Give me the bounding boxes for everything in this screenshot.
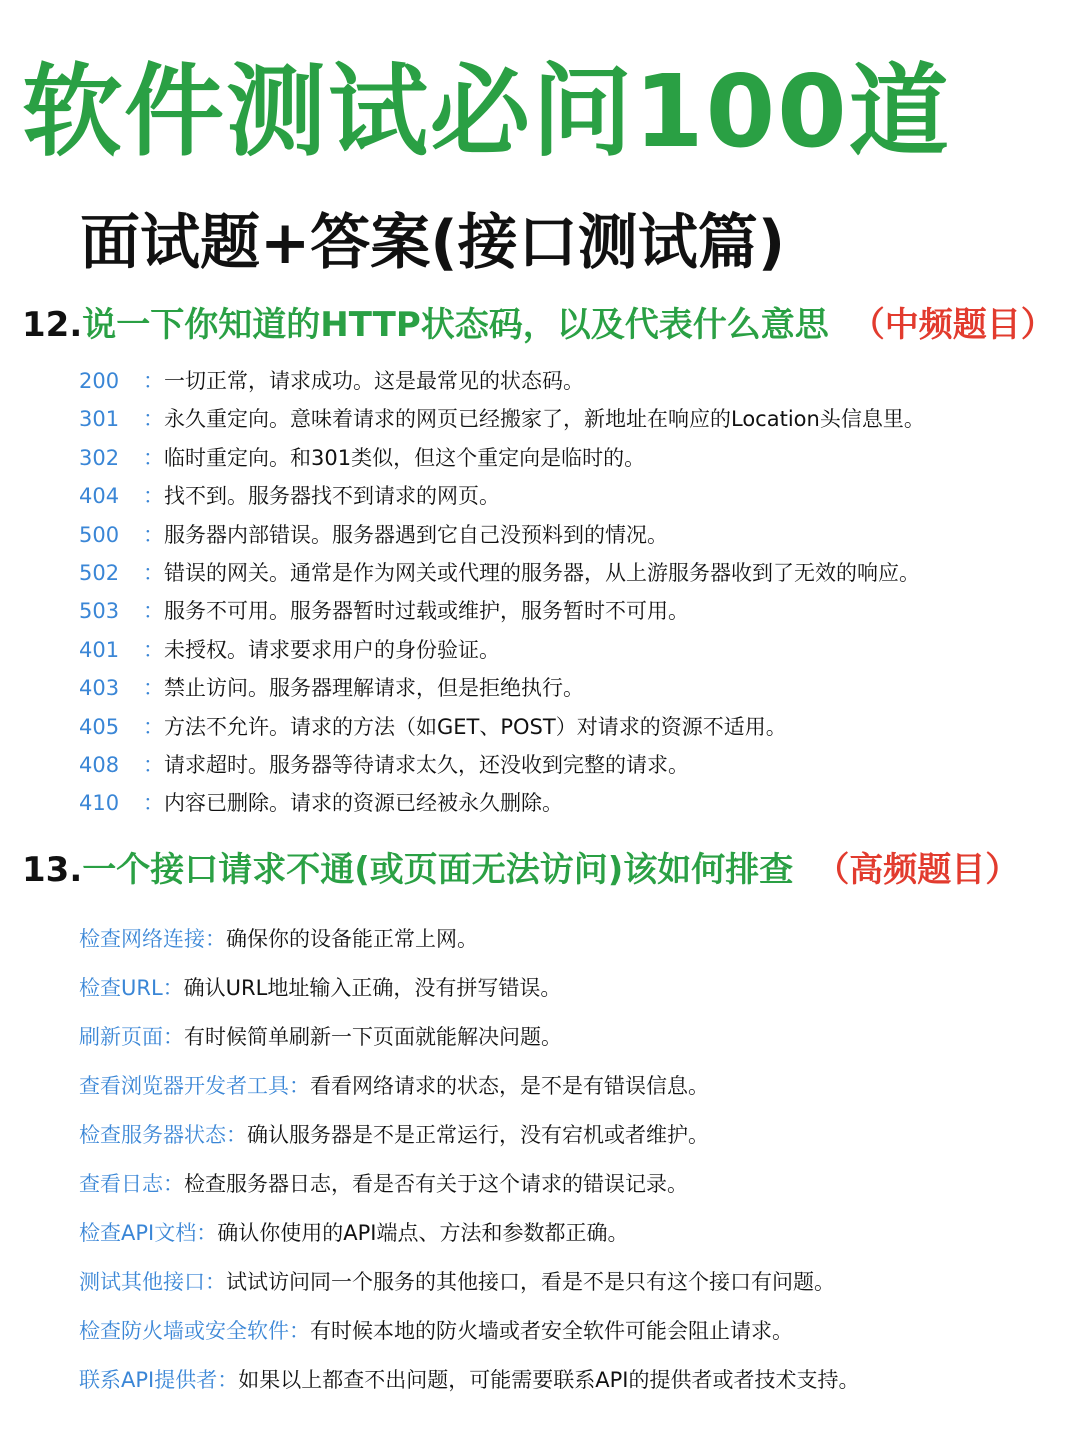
- list-item: [79, 915, 1069, 964]
- separator: ：: [143, 752, 164, 777]
- page-subtitle: 面试题+答案(接口测试篇): [80, 208, 786, 278]
- status-description: 未授权。请求要求用户的身份验证。: [164, 637, 500, 662]
- list-item: [79, 1013, 1069, 1062]
- separator: ：: [143, 791, 164, 816]
- step-description: 确认URL地址输入正确，没有拼写错误。: [183, 976, 562, 1000]
- status-description: 一切正常，请求成功。这是最常见的状态码。: [164, 369, 584, 393]
- frequency-badge: （中频题目）: [850, 305, 1055, 345]
- list-item: [79, 439, 1069, 477]
- step-description: 如果以上都查不出问题，可能需要联系API的提供者或者技术支持。: [238, 1368, 860, 1392]
- status-code: 302: [79, 445, 120, 470]
- separator: ：: [143, 637, 164, 662]
- separator: ：: [143, 599, 164, 624]
- status-code: 403: [79, 676, 120, 701]
- question-text: 说一下你知道的HTTP状态码，以及代表什么意思: [82, 305, 829, 345]
- step-description: 有时候简单刷新一下页面就能解决问题。: [184, 1025, 562, 1049]
- status-description: 服务不可用。服务器暂时过载或维护，服务暂时不可用。: [164, 599, 689, 624]
- list-item: [79, 362, 1069, 400]
- list-item: [79, 1111, 1069, 1160]
- list-item: [79, 1209, 1069, 1258]
- step-label: 检查网络连接：: [79, 927, 226, 951]
- status-description: 临时重定向。和301类似，但这个重定向是临时的。: [164, 445, 646, 470]
- status-code: 503: [79, 599, 120, 624]
- step-description: 确认你使用的API端点、方法和参数都正确。: [217, 1221, 629, 1245]
- step-label: 查看日志：: [79, 1172, 184, 1196]
- list-item: [79, 1356, 1069, 1405]
- separator: ：: [143, 484, 164, 509]
- list-item: [79, 964, 1069, 1013]
- list-item: [79, 669, 1069, 707]
- separator: ：: [143, 714, 164, 739]
- separator: ：: [143, 522, 164, 547]
- status-description: 内容已删除。请求的资源已经被永久删除。: [164, 791, 563, 816]
- status-description: 请求超时。服务器等待请求太久，还没收到完整的请求。: [164, 752, 689, 777]
- step-description: 试试访问同一个服务的其他接口，看是不是只有这个接口有问题。: [226, 1270, 835, 1294]
- step-description: 检查服务器日志，看是否有关于这个请求的错误记录。: [184, 1172, 688, 1196]
- list-item: [79, 784, 1069, 822]
- separator: ：: [143, 445, 164, 470]
- step-label: 联系API提供者：: [79, 1368, 239, 1392]
- step-label: 测试其他接口：: [79, 1270, 226, 1294]
- separator: ：: [143, 407, 164, 432]
- step-label: 检查URL：: [79, 976, 184, 1000]
- question-13-heading: [22, 845, 1019, 895]
- list-item: [79, 400, 1069, 438]
- separator: ：: [143, 369, 164, 393]
- step-label: 刷新页面：: [79, 1025, 184, 1049]
- page-title: 软件测试必问100道: [22, 53, 951, 170]
- status-description: 错误的网关。通常是作为网关或代理的服务器，从上游服务器收到了无效的响应。: [164, 560, 920, 585]
- list-item: [79, 631, 1069, 669]
- status-code: 502: [79, 560, 120, 585]
- status-description: 方法不允许。请求的方法（如GET、POST）对请求的资源不适用。: [164, 714, 787, 739]
- question-text: 一个接口请求不通(或页面无法访问)该如何排查: [82, 850, 794, 890]
- question-number: 12.: [22, 305, 83, 345]
- step-label: 检查防火墙或安全软件：: [79, 1319, 310, 1343]
- separator: ：: [143, 676, 164, 701]
- list-item: [79, 1307, 1069, 1356]
- status-code: 401: [79, 637, 120, 662]
- step-description: 确保你的设备能正常上网。: [226, 927, 478, 951]
- list-item: [79, 554, 1069, 592]
- status-code-list: [79, 362, 1069, 823]
- status-description: 禁止访问。服务器理解请求，但是拒绝执行。: [164, 676, 584, 701]
- list-item: [79, 516, 1069, 554]
- list-item: [79, 592, 1069, 630]
- status-code: 408: [79, 752, 120, 777]
- status-description: 服务器内部错误。服务器遇到它自己没预料到的情况。: [164, 522, 668, 547]
- list-item: [79, 477, 1069, 515]
- step-description: 有时候本地的防火墙或者安全软件可能会阻止请求。: [310, 1319, 793, 1343]
- step-description: 确认服务器是不是正常运行，没有宕机或者维护。: [247, 1123, 709, 1147]
- status-code: 405: [79, 714, 120, 739]
- list-item: [79, 708, 1069, 746]
- question-number: 13.: [22, 850, 83, 890]
- separator: ：: [143, 560, 164, 585]
- status-code: 500: [79, 522, 120, 547]
- status-description: 永久重定向。意味着请求的网页已经搬家了，新地址在响应的Location头信息里。: [164, 407, 925, 432]
- step-label: 查看浏览器开发者工具：: [79, 1074, 310, 1098]
- troubleshooting-steps-list: [79, 915, 1069, 1405]
- list-item: [79, 746, 1069, 784]
- status-code: 410: [79, 791, 120, 816]
- status-code: 200: [79, 369, 120, 393]
- status-code: 404: [79, 484, 120, 509]
- list-item: [79, 1062, 1069, 1111]
- step-description: 看看网络请求的状态，是不是有错误信息。: [310, 1074, 709, 1098]
- frequency-badge: （高频题目）: [815, 850, 1020, 890]
- step-label: 检查API文档：: [79, 1221, 218, 1245]
- list-item: [79, 1160, 1069, 1209]
- step-label: 检查服务器状态：: [79, 1123, 247, 1147]
- status-description: 找不到。服务器找不到请求的网页。: [164, 484, 500, 509]
- list-item: [79, 1258, 1069, 1307]
- status-code: 301: [79, 407, 120, 432]
- question-12-heading: [22, 300, 1055, 350]
